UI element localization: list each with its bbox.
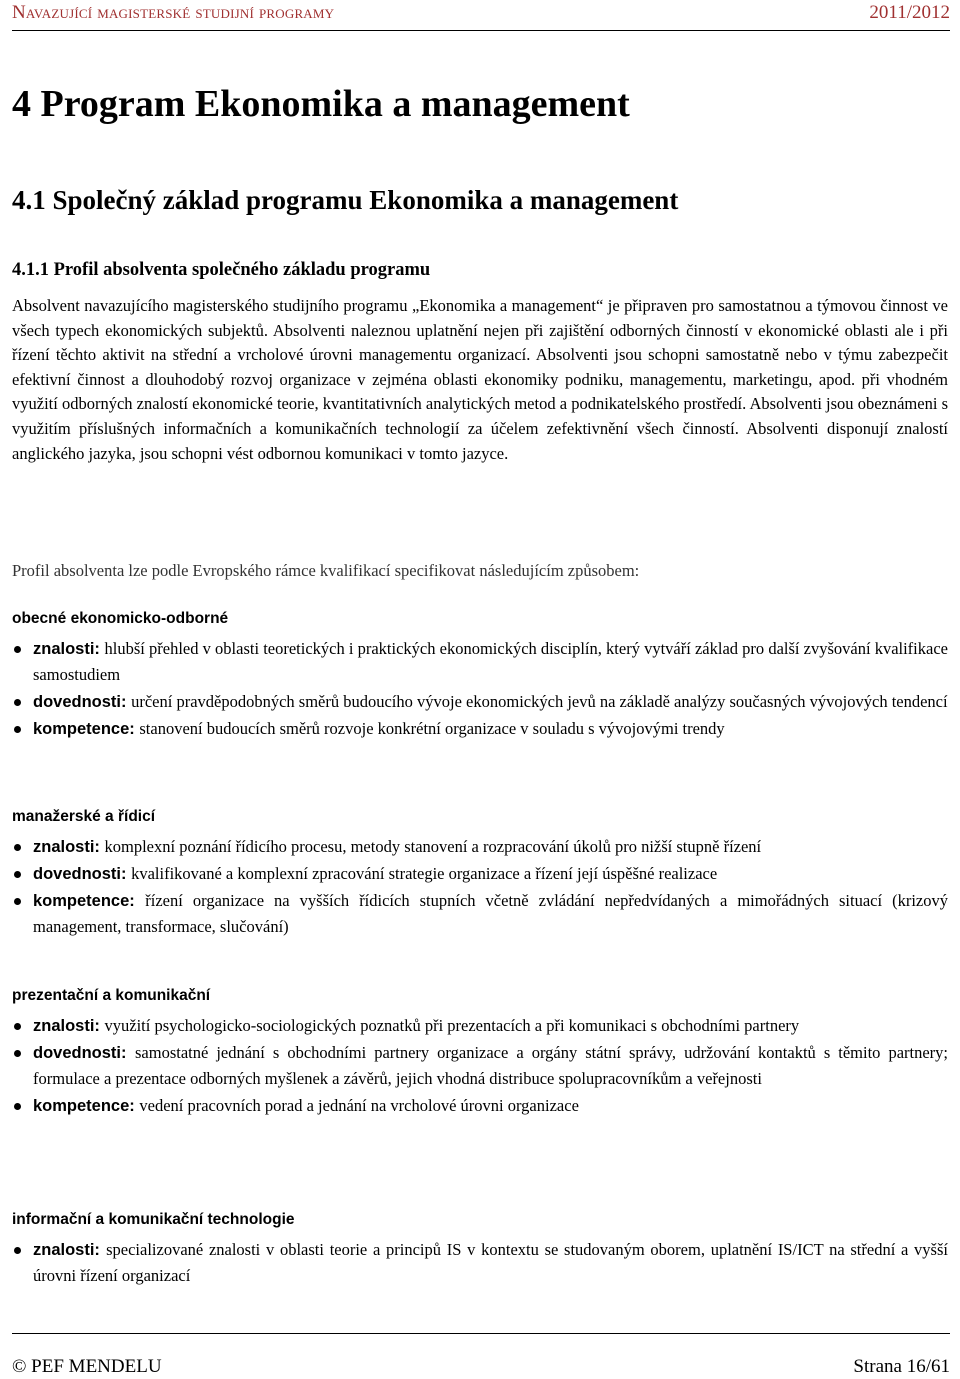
bullet-icon [14,1247,21,1254]
bullet-icon [14,871,21,878]
list-item [12,1093,948,1119]
chapter-title: 4 Program Ekonomika a management [12,83,630,125]
footer-rule [12,1333,950,1334]
category-economic-professional [12,608,948,743]
item-term: kompetence: [33,1097,135,1115]
category-title: manažerské a řídicí [12,808,156,825]
item-text: vedení pracovních porad a jednání na vrcholové úrovni organizace [139,1096,579,1115]
item-term: dovednosti: [33,865,127,883]
list-item [12,716,948,742]
item-text: určení pravděpodobných směrů budoucího vývoje ekonomických jevů na základě analýzy současných vývojových tendencí [131,692,948,711]
list-item [12,861,948,887]
header-program-name: Navazující magisterské studijní programy [12,2,335,23]
list-item [12,1040,948,1092]
item-text: samostatné jednání s obchodními partnery organizace a orgány státní správy, udržování kontaktů s těmito partnery; formulace a prezentace odborných myšlenek a závěrů, jejich vhodná distribuce spolupracovníkům a veřejnosti [33,1043,948,1088]
item-term: znalosti: [33,1017,100,1035]
subsection-title: 4.1.1 Profil absolventa společného základu programu [12,260,431,280]
graduate-profile-paragraph: Absolvent navazujícího magisterského studijního programu „Ekonomika a management“ je připraven pro samostatnou a týmovou činnost ve všech typech ekonomických subjektů. Absolventi naleznou uplatnění nejen při zajištění odborných činností v ekonomické oblasti ale i při řízení těchto aktivit na střední a vrcholové úrovni managementu organizací. Absolventi jsou schopni samostatně nebo v týmu zabezpečit efektivní činnost a dlouhodobý rozvoj organizace v zejména oblasti ekonomiky podniku, managementu, marketingu, apod. při vhodném využití odborných znalostí ekonomické teorie, kvantitativních analytických metod a podnikatelského prostředí. Absolventi jsou obeznámeni s využitím příslušných informačních a komunikačních technologií za účelem zefektivnění všech činností. Absolventi disponují znalostí anglického jazyka, jsou schopni vést odbornou komunikaci v tomto jazyce. [12,296,948,463]
bullet-icon [14,844,21,851]
item-term: znalosti: [33,838,100,856]
list-item [12,888,948,940]
bullet-icon [14,1023,21,1030]
bullet-icon [14,726,21,733]
item-text: využití psychologicko-sociologických poznatků při prezentacích a při komunikaci s obchodními partnery [104,1016,800,1035]
list-item [12,636,948,688]
category-presentation-communication [12,985,948,1120]
header-academic-year: 2011/2012 [869,2,950,23]
bullet-list [12,636,948,742]
item-text: řízení organizace na vyšších řídicích stupních včetně zvládání nepředvídaných a mimořádných situací (krizový management, transformace, slučování) [33,891,948,936]
bullet-icon [14,646,21,653]
item-text: specializované znalosti v oblasti teorie a principů IS v kontextu se studovaným oborem, uplatnění IS/ICT na střední a vyšší úrovni řízení organizací [33,1240,948,1285]
page-footer [12,1356,950,1378]
item-term: dovednosti: [33,1044,127,1062]
eqf-intro-sentence: Profil absolventa lze podle Evropského rámce kvalifikací specifikovat následujícím způsobem: [12,561,640,580]
item-term: dovednosti: [33,693,127,711]
bullet-icon [14,1103,21,1110]
footer-copyright: © PEF MENDELU [12,1356,162,1377]
running-header [12,0,950,26]
category-ict [12,1209,948,1290]
bullet-list [12,1237,948,1289]
item-term: kompetence: [33,720,135,738]
category-title: informační a komunikační technologie [12,1211,295,1228]
item-text: hlubší přehled v oblasti teoretických i praktických ekonomických disciplín, který vytváří základ pro další zvyšování kvalifikace samostudiem [33,639,948,684]
category-managerial [12,806,948,941]
item-text: komplexní poznání řídicího procesu, metody stanovení a rozpracování úkolů pro nižší stupně řízení [104,837,762,856]
bullet-list [12,1013,948,1119]
page-number: Strana 16/61 [853,1356,950,1377]
item-term: znalosti: [33,1241,100,1259]
list-item [12,1013,948,1039]
bullet-icon [14,699,21,706]
category-title: obecné ekonomicko-odborné [12,610,229,627]
item-term: znalosti: [33,640,100,658]
bullet-list [12,834,948,940]
list-item [12,1237,948,1289]
list-item [12,689,948,715]
section-title: 4.1 Společný základ programu Ekonomika a management [12,185,679,215]
item-text: stanovení budoucích směrů rozvoje konkrétní organizace v souladu s vývojovými trendy [139,719,725,738]
item-text: kvalifikované a komplexní zpracování strategie organizace a řízení její úspěšné realizace [131,864,718,883]
list-item [12,834,948,860]
bullet-icon [14,898,21,905]
header-rule [12,30,950,31]
bullet-icon [14,1050,21,1057]
item-term: kompetence: [33,892,135,910]
category-title: prezentační a komunikační [12,987,211,1004]
